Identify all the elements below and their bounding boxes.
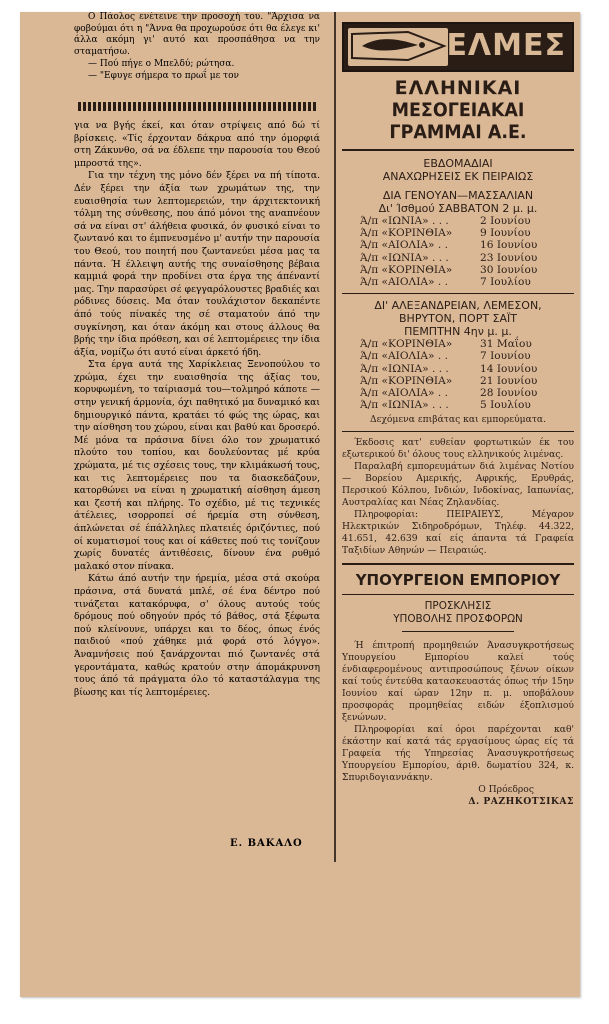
schedule-row — [360, 399, 574, 411]
paragraph: — "Εφυγε σήμερα το πρωΐ με τον — [88, 70, 239, 81]
heading-line: ΑΝΑΧΩΡΗΣΕΙΣ ΕΚ ΠΕΙΡΑΙΩΣ — [382, 170, 534, 183]
divider — [342, 149, 574, 151]
company-name-line1: ΕΛΛΗΝΙΚΑΙ — [394, 77, 522, 99]
divider — [342, 293, 574, 294]
schedule-row — [360, 387, 574, 399]
heading-line: ΠΡΟΣΚΛΗΣΙΣ — [424, 600, 492, 613]
route-line: ΒΗΡΥΤΟΝ, ΠΟΡΤ ΣΑΪΤ — [399, 312, 517, 326]
sail-date: 7 Ιουλίου — [480, 276, 531, 289]
tender-notice — [342, 640, 574, 784]
art-review-article — [74, 120, 320, 699]
schedule-row — [360, 264, 574, 276]
heading-line: ΥΠΟΒΟΛΗΣ ΠΡΟΣΦΟΡΩΝ — [393, 613, 523, 626]
company-name-line2: ΜΕΣΟΓΕΙΑΚΑΙ ΓΡΑΜΜΑΙ Α.Ε. — [389, 99, 527, 143]
invitation-heading — [342, 600, 574, 626]
sail-date: 30 Ιουνίου — [480, 263, 538, 276]
company-logo — [342, 22, 574, 72]
route-line: Δι' Ίσθμού ΣΑΒΒΑΤΟΝ 2 μ. μ. — [378, 202, 538, 215]
ship-name: Ά/π «ΚΟΡΙΝΘΙΑ» — [360, 227, 453, 240]
sail-date: 21 Ιουνίου — [480, 374, 538, 387]
ministry-heading: ΥΠΟΥΡΓΕΙΟΝ ΕΜΠΟΡΙΟΥ — [355, 571, 561, 590]
schedule-row — [360, 363, 574, 375]
schedule-row — [360, 276, 574, 288]
divider — [342, 563, 574, 565]
schedule-list — [360, 215, 574, 288]
sail-date: 31 Μαΐου — [480, 338, 532, 351]
route-line: ΠΕΜΠΤΗΝ 4ην μ. μ. — [404, 325, 512, 339]
ship-name: Ά/π «ΑΙΟΛΙΑ» . . — [360, 276, 448, 289]
paragraph: Πληροφορίαι καί όροι παρέχονται καθ' έκάστην καί κατά τάς εργασίμους ώρας είς τά Γραφεία τής Υπηρεσίας Άνασυγκροτήσεως Υπουργείου Εμπορίου, άριθ. δωματίου 324, κ. Σπυριδογιαννάκην. — [342, 724, 574, 784]
heading-line: ΕΒΔΟΜΑΔΙΑΙ — [423, 157, 493, 170]
sail-date: 5 Ιουλίου — [480, 399, 531, 412]
ship-name: Ά/π «ΙΩΝΙΑ» . . . — [360, 362, 449, 375]
route-alexandria — [342, 299, 574, 338]
passengers-cargo-note: Δεχόμενα επιβάτας και εμπορεύματα. — [369, 414, 547, 426]
ship-name: Ά/π «ΚΟΡΙΝΘΙΑ» — [360, 263, 453, 276]
advertisement-column — [342, 22, 574, 808]
ship-name: Ά/π «ΚΟΡΙΝΘΙΑ» — [360, 338, 453, 351]
paragraph: Για την τέχνη της μόνο δέν ξέρει να πή τίποτα. Δέν ξέρει την άξία των χρωμάτων της, την ευαισθησία των λεπτομερειών, την άρχιτεκτονική τόλμη της σύνθεσης, που άπό μόνοι της αναπνέουν σά να είναι στ' άλήθεια φυσικά, όν φυσικό είναι το ζωντανό και το έμπνευσμένο μ' αυτήν την παρουσία του Θεού, του ποιητή που ζωντανεύει μέσα μας τα πάντα. Ή έλλειψη αυτής της συναίσθησης βέβαια καμμιά φορά την προδίνει στα έργα της άπέναντί μας. Την παρασύρει σέ φεγγαρόλουστες βραδιές και ρόδινες δύσεις. Μα όταν τουλάχιστον δεκαπέντε άπό τούς πίνακές της σέ σταματούν άπό την συγκίνηση, και όταν άκόμη και στους άλλους θα βρής την ίδια πρόθεση, και σέ λεπτομέρειες την ίδια άξία, νομίζω ότι αυτό είναι άρκετό ήδη. — [74, 170, 320, 358]
schedule-row — [360, 252, 574, 264]
paragraph: Έκδοσις κατ' ευθείαν φορτωτικών έκ του εξωτερικού δι' όλους τους ελληνικούς λιμένας. — [342, 437, 574, 461]
sail-date: 7 Ιουνίου — [480, 350, 531, 363]
sail-date: 28 Ιουνίου — [480, 387, 538, 400]
paragraph: Ο Πάολος ενέτεινε την προσοχή του. "Άρχισα να φοβούμαι ότι η "Άννα θα προχωρούσε ότι θα έλεγε κι' άλλα ακόμη γι' αυτό και προσπάθησα να την σταματήσω. — [74, 12, 321, 58]
sail-date: 9 Ιουνίου — [480, 227, 531, 240]
ship-name: Ά/π «ΙΩΝΙΑ» . . . — [360, 215, 449, 227]
paragraph: για να βγής έκεί, και όταν στρίψεις από δώ τί βρίσκεις. «Τίς έρχονταν δάκρυα από την όμορφιά στη Ζάκυνθο, σά να έδλεπε την παρουσία του Θεού μπροστά της». — [74, 120, 320, 169]
ship-name: Ά/π «ΑΙΟΛΙΑ» . . — [360, 239, 448, 252]
ship-name: Ά/π «ΑΙΟΛΙΑ» . . — [360, 387, 448, 400]
notice-signature — [342, 784, 574, 808]
signer-title: Ο Πρόεδρος — [478, 784, 534, 796]
author-signature: Ε. ΒΑΚΑΛΟ — [230, 838, 303, 849]
route-line: ΔΙ' ΑΛΕΞΑΝΔΡΕΙΑΝ, ΛΕΜΕΣΟΝ, — [374, 299, 542, 313]
paragraph: Ή έπιτροπή προμηθειών Άνασυγκροτήσεως Υπουργείου Εμπορίου καλεί τούς ένδιαφερομένους αντιπροσώπους ξένων οίκων καί τούς έντεύθα κατασκευαστάς όπως τήν 15ην Ιουνίου καί ώραν 12ην π. μ. υποβάλουν προσφοράς προμηθείας ειδών έξοπλισμού ξενώνων. — [342, 640, 574, 724]
paragraph: Πληροφορίαι: ΠΕΙΡΑΙΕΥΣ, Μέγαρον Ηλεκτρικών Σιδηροδρόμων, Τηλέφ. 44.322, 41.651, 42.639 καί είς άπαντα τά Γραφεία Ταξιδίων Αθηνών — Πειραιώς. — [342, 509, 574, 557]
newspaper-clipping — [20, 12, 580, 997]
paragraph: Κάτω άπό αυτήν την ήρεμία, μέσα στά σκούρα πράσινα, στά δυνατά μπλέ, σέ ένα δέντρο πού τινάζεται κατακόρυφα, σ' όλους αυτούς τούς δρόμους πού οδηγούν πρός τό βάθος, στά ξέφωτα πού κλείνουνε, υπάρχει και το δέος, όπως ένός παιδιού «πού χάθηκε μιά φορά στό λόγγο». Άναμνήσεις πού ξανάρχονται πιό ζωντανές στά γεροντάματα, καθώς κρατούν στην άπομάκρυνση τους άπό τά πράγματα όλο τό καταστάλαγμα της βίωσης και τίς λεπτομέρειες. — [74, 573, 320, 698]
schedule-list — [360, 338, 574, 411]
schedule-row — [360, 215, 574, 227]
schedule-row — [360, 350, 574, 362]
paragraph: — Πού πήγε ο Μπελδύ; ρώτησα. — [88, 58, 235, 69]
ship-name: Ά/π «ΙΩΝΙΑ» . . . — [360, 399, 449, 412]
ship-name: Ά/π «ΙΩΝΙΑ» . . . — [360, 251, 449, 264]
shipping-info — [342, 437, 574, 557]
divider — [342, 431, 574, 432]
schedule-row — [360, 227, 574, 239]
route-genoa-marseille — [342, 189, 574, 215]
departures-heading — [342, 157, 574, 183]
column-rule — [334, 12, 336, 862]
ship-name: Ά/π «ΑΙΟΛΙΑ» . . — [360, 350, 448, 363]
divider — [342, 594, 574, 595]
route-line: ΔΙΑ ΓΕΝΟΥΑΝ—ΜΑΣΣΑΛΙΑΝ — [382, 189, 534, 202]
schedule-row — [360, 375, 574, 387]
schedule-row — [360, 239, 574, 251]
paragraph: Στα έργα αυτά της Χαρίκλειας Ξενοπούλου το χρώμα, έχει την ευαισθησία της άξίας του, κορυφωμένη, το ταίριασμά του—τολμηρό κάποτε — στην γενική άρμονία, όχι παθητικό μα δυναμικό και δημιουργικό πάντα, κρατάει τό φώς της ώρας, και την αίσθηση του χώρου, είναι και βαθύ και δροσερό. Μέ μόνα τα πράσινα δίνει όλο τον χρωματικό πλούτο του τοπίου, και δουλεύοντας μέ κρύα χρώματα, μέ τις σχέσεις τους, την κλιμάκωσή τους, και τις λεπτομέρειες που τα διασκεδάζουν, κατορθώνει να είναι η χρωματική αίσθηση άμεση και ζεστή και πλήρης. Το σχέδιο, μέ τις τεχνικές άτέλειες, ισορροπεί σέ ήρεμία στη σύνθεση, άπλώνεται σέ έπάλληλες πλατειές όριζόντιες, πού οί κυματισμοί τους και οί κάθετες πού τις τονίζουν χωρίς δυνατές άντιθέσεις, δίνουν ένα ρυθμό μαλακό στον πίνακα. — [74, 359, 320, 572]
logo-wordmark: ΕΛΜΕΣ — [446, 28, 566, 63]
paragraph: Παραλαβή εμπορευμάτων διά λιμένας Νοτίου — Βορείου Αμερικής, Αφρικής, Ερυθράς, Περσικού Κόλπου, Ινδιών, Ινδοκίνας, Ιαπωνίας, Αυστραλίας και Νέας Ζηλανδίας. — [342, 461, 574, 509]
sail-date: 2 Ιουνίου — [480, 215, 531, 227]
sail-date: 16 Ιουνίου — [480, 239, 538, 252]
ship-name: Ά/π «ΚΟΡΙΝΘΙΑ» — [360, 374, 453, 387]
flag-emblem-icon — [348, 28, 448, 66]
signer-name: Δ. ΡΑΖΗΚΟΤΣΙΚΑΣ — [468, 796, 574, 808]
ornamental-divider — [78, 102, 318, 111]
sail-date: 23 Ιουνίου — [480, 251, 538, 264]
sail-date: 14 Ιουνίου — [480, 362, 538, 375]
schedule-row — [360, 338, 574, 350]
article-continuation — [74, 12, 320, 82]
divider — [402, 631, 514, 632]
